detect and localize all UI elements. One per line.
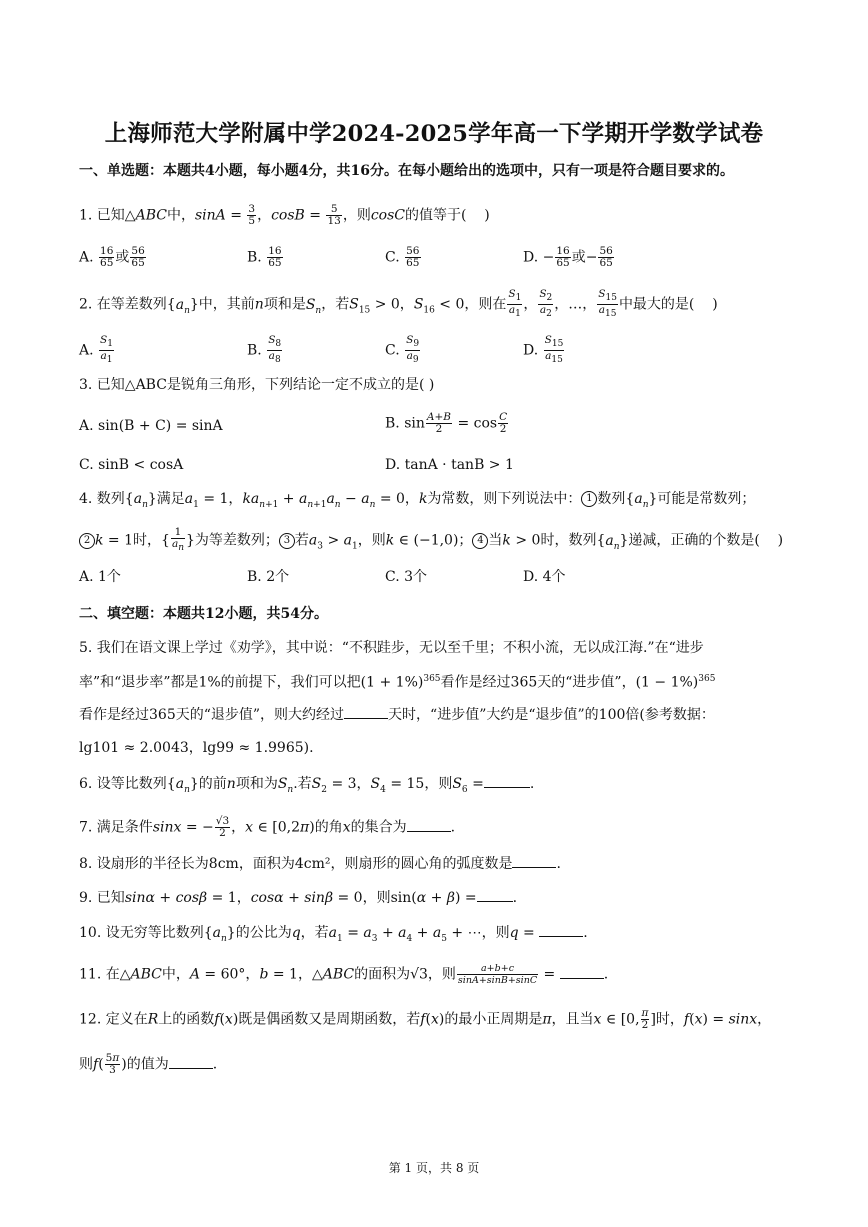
section-single-choice: 一、单选题：本题共4小题，每小题4分，共16分。在每小题给出的选项中，只有一项是符合题目要求的。 <box>79 163 734 179</box>
question-2: 2. 在等差数列$\{a_n\}$中，其前n项和是$S_n$，若$S_{15} > 0$，$S_{16} < 0$，则在 $\frac{S_1}{a_1}$ ， $\frac{S_2}{a_2}$ ，…， $\frac{S_{15}}{a_{15}}$ 中最大的是( ) <box>79 288 718 320</box>
section-fill-blank: 二、填空题：本题共12小题，共54分。 <box>79 606 328 622</box>
answer-blank[interactable] <box>539 935 583 937</box>
q3-option-a: A. sin(B + C) = sinA <box>79 418 223 434</box>
question-5-line3: 看作是经过365天的“退步值”，则大约经过 天时，“进步值”大约是“退步值”的100倍(参考数据： <box>79 707 715 723</box>
answer-blank[interactable] <box>512 866 556 868</box>
q4-option-d: D. 4个 <box>523 569 566 585</box>
q1-option-d: D. − $\frac{16}{65}$ 或− $\frac{56}{65}$ <box>523 245 613 269</box>
question-11: 11. 在△ABC中，A = 60°，b = 1，△ABC的面积为√3，则 $\frac{a+b+c}{\sin A+\sin B+\sin C}$ = . <box>79 963 609 986</box>
q4-option-a: A. 1个 <box>79 569 121 585</box>
q3-option-c: C. sinB < cosA <box>79 457 184 473</box>
question-4-line1: 4. 数列$\{a_n\}$满足$a_1 = 1$，$ka_{n+1} + a_{n+1}a_n - a_n = 0$，k为常数，则下列说法中： 1 数列$\{a_n\}$可能是常数列； <box>79 491 756 510</box>
page-footer: 第 1 页，共 8 页 <box>388 1161 480 1175</box>
question-9: 9. 已知sinα + cosβ = 1，cosα + sinβ = 0，则sin(α + β) = . <box>79 890 518 906</box>
q2-option-c: C. $\frac{S_9}{a_9}$ <box>385 334 420 366</box>
q4-option-b: B. 2个 <box>247 569 290 585</box>
q1-option-c: C. $\frac{56}{65}$ <box>385 245 420 269</box>
answer-blank[interactable] <box>560 977 604 979</box>
q4-option-c: C. 3个 <box>385 569 428 585</box>
question-12-line2: 则f( $\frac{5\pi}{3}$ )的值为 . <box>79 1052 218 1076</box>
answer-blank[interactable] <box>477 900 513 902</box>
question-1: 1. 已知△ABC中，sinA = $\frac{3}{5}$ ，cosB = $\frac{5}{13}$ ，则cosC的值等于( ) <box>79 203 490 227</box>
q2-option-b: B. $\frac{S_8}{a_8}$ <box>247 334 282 366</box>
q1-option-b: B. $\frac{16}{65}$ <box>247 245 282 269</box>
q3-option-b: B. sin $\frac{A+B}{2}$ = cos $\frac{C}{2}$ <box>385 411 508 435</box>
q2-option-d: D. $\frac{S_{15}}{a_{15}}$ <box>523 334 564 366</box>
question-10: 10. 设无穷等比数列$\{a_n\}$的公比为q，若$a_1 = a_3 + a_4 + a_5$ + ⋯，则q = . <box>79 925 588 944</box>
question-7: 7. 满足条件sinx = − $\frac{√3}{2}$ ，x ∈ [0,2π)的角x的集合为 . <box>79 815 456 839</box>
answer-blank[interactable] <box>407 830 451 832</box>
answer-blank[interactable] <box>344 717 388 719</box>
question-5-line1: 5. 我们在语文课上学过《劝学》，其中说：“不积跬步，无以至千里；不积小流，无以成江海.”在“进步 <box>79 640 704 656</box>
q3-option-d: D. tanA · tanB > 1 <box>385 457 514 473</box>
question-5-line4: lg101 ≈ 2.0043，lg99 ≈ 1.9965). <box>79 740 314 756</box>
q2-option-a: A. $\frac{S_1}{a_1}$ <box>79 334 113 366</box>
question-4-line2: 2 k = 1时，{ $\frac{1}{a_n}$ }为等差数列； 3 若$a_3 > a_1$，则k ∈ (−1,0)； 4 当k > 0时，数列$\{a_n\}$递减，正确的个数是( ) <box>79 527 783 555</box>
q1-option-a: A. $\frac{16}{65}$ 或 $\frac{56}{65}$ <box>79 245 145 269</box>
question-8: 8. 设扇形的半径长为8cm，面积为4cm²，则扇形的圆心角的弧度数是 . <box>79 856 561 872</box>
question-6: 6. 设等比数列$\{a_n\}$的前n项和为$S_n$.若$S_2 = 3$，$S_4 = 15$，则$S_6$ = . <box>79 776 535 795</box>
answer-blank[interactable] <box>484 786 530 788</box>
page-title: 上海师范大学附属中学2024-2025学年高一下学期开学数学试卷 <box>104 121 764 147</box>
question-12-line1: 12. 定义在R上的函数f(x)既是偶函数又是周期函数，若f(x)的最小正周期是π，且当x ∈ [0, $\frac{\pi}{2}$ ]时，f(x) = sinx， <box>79 1007 772 1031</box>
question-3: 3. 已知△ABC是锐角三角形，下列结论一定不成立的是( ) <box>79 377 435 393</box>
question-5-line2: 率”和“退步率”都是1%的前提下，我们可以把$(1 + 1\%)^{365}$看作是经过365天的“进步值”，$(1 - 1\%)^{365}$ <box>79 674 716 691</box>
answer-blank[interactable] <box>169 1067 213 1069</box>
